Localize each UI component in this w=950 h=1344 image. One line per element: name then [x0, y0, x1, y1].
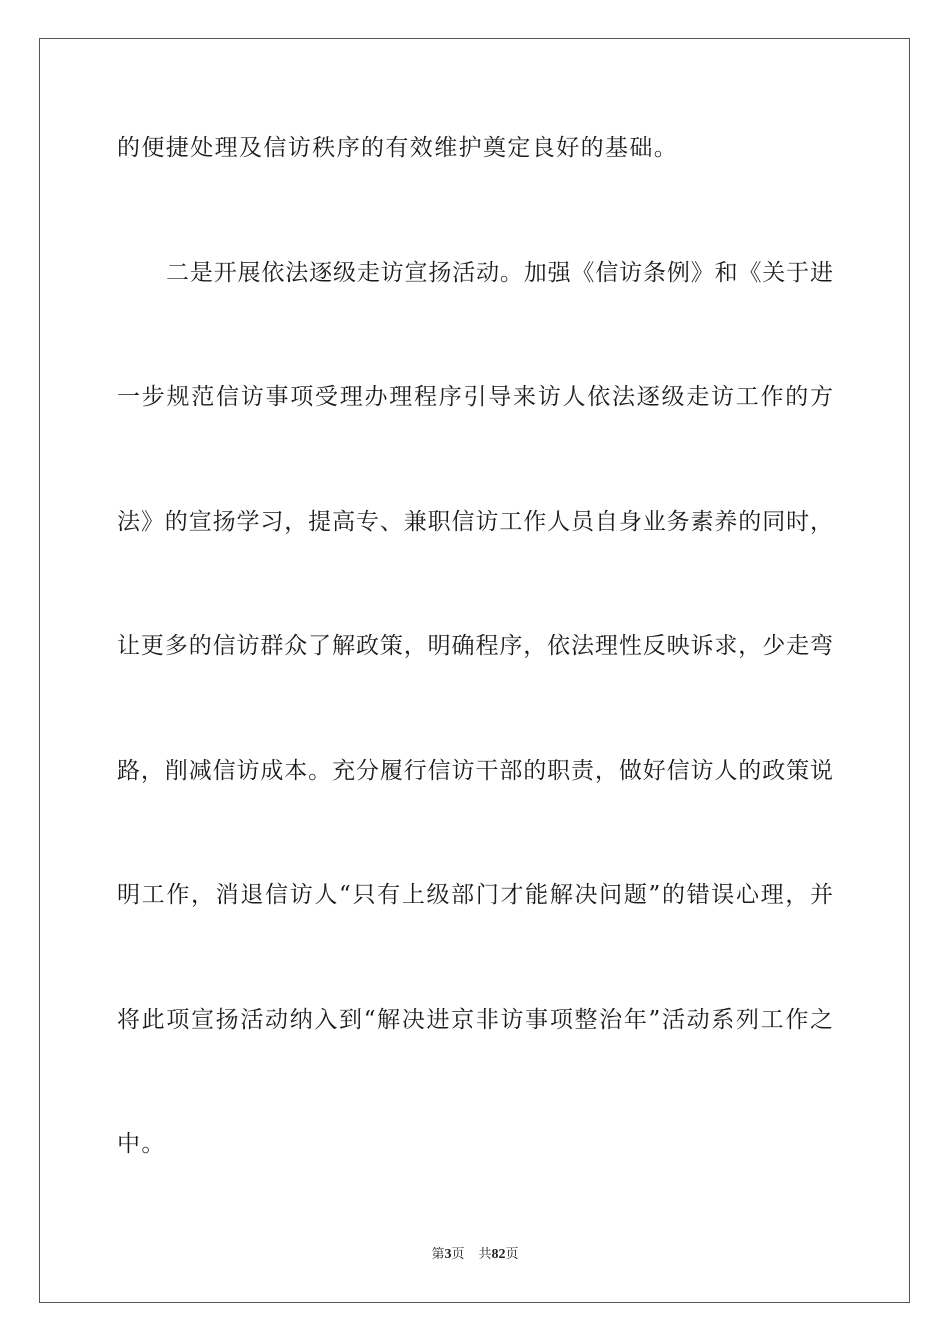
- total-pages: 82: [491, 1247, 506, 1262]
- total-suffix: 页: [505, 1247, 519, 1262]
- paragraph-line-8: 将此项宣扬活动纳入到“解决进京非访事项整治年”活动系列工作之: [117, 1007, 833, 1033]
- paragraph-line-2: 二是开展依法逐级走访宣扬活动。加强《信访条例》和《关于进: [166, 260, 833, 286]
- paragraph-line-1: 的便捷处理及信访秩序的有效维护奠定良好的基础。: [117, 135, 679, 161]
- paragraph-line-5: 让更多的信访群众了解政策，明确程序，依法理性反映诉求，少走弯: [117, 633, 833, 659]
- paragraph-line-9: 中。: [117, 1131, 166, 1157]
- page-number: 3: [444, 1247, 452, 1262]
- paragraph-line-4: 法》的宣扬学习，提高专、兼职信访工作人员自身业务素养的同时，: [117, 509, 833, 535]
- page-footer: [0, 1246, 950, 1264]
- paragraph-line-7: 明工作，消退信访人“只有上级部门才能解决问题”的错误心理，并: [117, 882, 833, 908]
- total-prefix: 共: [478, 1247, 492, 1262]
- paragraph-line-3: 一步规范信访事项受理办理程序引导来访人依法逐级走访工作的方: [117, 384, 833, 410]
- page-suffix: 页: [451, 1247, 465, 1262]
- page-prefix: 第: [431, 1247, 445, 1262]
- page-border: [39, 38, 910, 1303]
- paragraph-line-6: 路，削减信访成本。充分履行信访干部的职责，做好信访人的政策说: [117, 758, 833, 784]
